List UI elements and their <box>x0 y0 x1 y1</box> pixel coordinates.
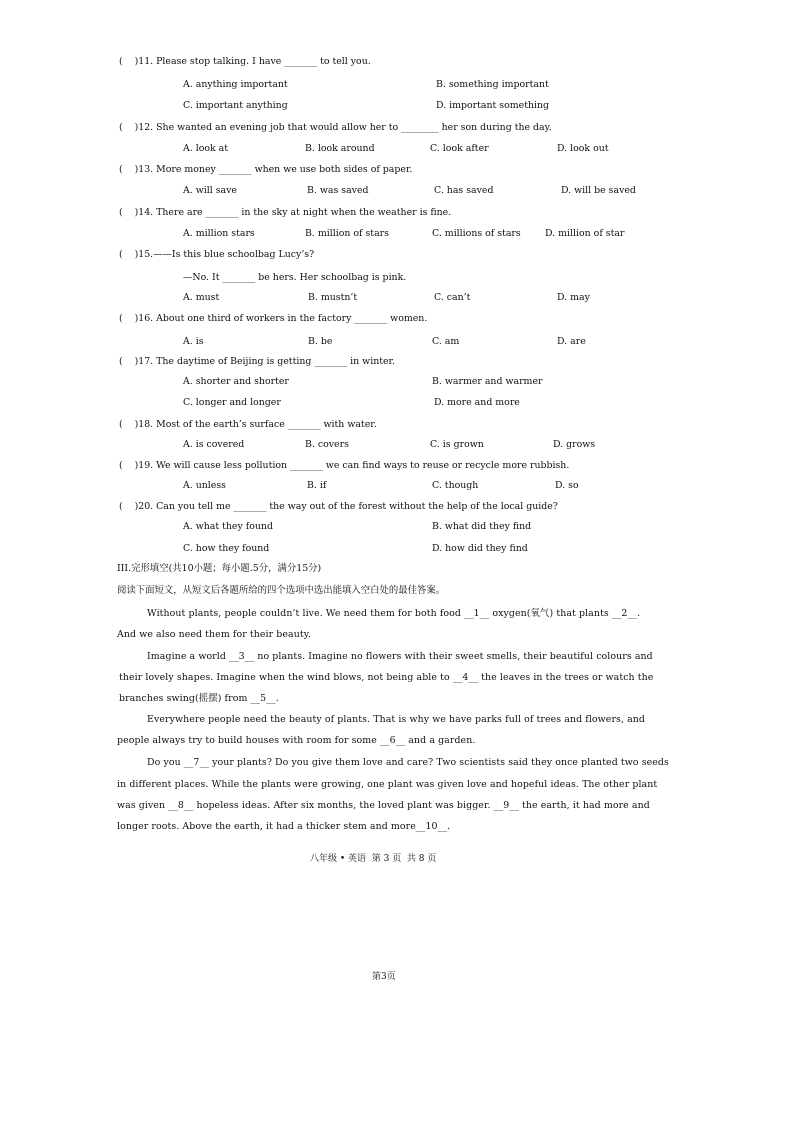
passage-line-4: their lovely shapes. Imagine when the wind blows, not being able to __4__ the leaves in the trees or watch the <box>119 672 654 683</box>
question-11-option-a: A. anything important <box>183 79 288 90</box>
question-19-option-a: A. unless <box>183 480 226 491</box>
question-20-option-a: A. what they found <box>183 521 273 532</box>
question-17-option-c: C. longer and longer <box>183 397 281 408</box>
question-13-option-d: D. will be saved <box>561 185 636 196</box>
question-19-option-c: C. though <box>432 480 479 491</box>
question-18-option-d: D. grows <box>553 439 596 450</box>
question-14-stem: ( )14. There are _______ in the sky at night when the weather is fine. <box>119 207 452 218</box>
passage-line-6: Everywhere people need the beauty of plants. That is why we have parks full of trees and flowers, and <box>147 714 646 725</box>
question-18-option-b: B. covers <box>305 439 349 450</box>
question-16-stem: ( )16. About one third of workers in the factory _______ women. <box>119 313 428 324</box>
question-16-option-d: D. are <box>557 336 586 347</box>
question-15-option-b: B. mustn’t <box>308 292 358 303</box>
question-15-stem: ( )15.——Is this blue schoolbag Lucy’s? <box>119 249 315 260</box>
section-instruction: 阅读下面短文，从短文后各题所给的四个选项中选出能填入空白处的最佳答案。 <box>117 585 446 596</box>
question-17-stem: ( )17. The daytime of Beijing is getting _______ in winter. <box>119 356 395 367</box>
question-15-option-c: C. can’t <box>434 292 471 303</box>
question-16-option-b: B. be <box>308 336 333 347</box>
question-17-option-a: A. shorter and shorter <box>183 376 289 387</box>
question-20-option-d: D. how did they find <box>432 543 528 554</box>
question-11-stem: ( )11. Please stop talking. I have _______ to tell you. <box>119 56 371 67</box>
question-18-option-c: C. is grown <box>430 439 484 450</box>
running-footer: 八年级 • 英语 第 3 页 共 8 页 <box>310 854 437 864</box>
passage-line-2: And we also need them for their beauty. <box>117 629 311 640</box>
question-12-stem: ( )12. She wanted an evening job that would allow her to ________ her son during the day. <box>119 122 552 133</box>
question-19-option-d: D. so <box>555 480 579 491</box>
section-title: III.完形填空(共10小题；每小题.5分，满分15分) <box>117 563 322 574</box>
passage-line-1: Without plants, people couldn’t live. We need them for both food __1__ oxygen(氧气) that plants __2__. <box>147 608 641 619</box>
question-19-option-b: B. if <box>307 480 327 491</box>
passage-line-10: was given __8__ hopeless ideas. After six months, the loved plant was bigger. __9__ the earth, it had more and <box>117 800 650 811</box>
question-13-stem: ( )13. More money _______ when we use both sides of paper. <box>119 164 413 175</box>
question-16-option-c: C. am <box>432 336 460 347</box>
passage-line-5: branches swing(摇摆) from __5__. <box>119 693 279 704</box>
question-15-option-a: A. must <box>183 292 220 303</box>
question-15-stem-reply: —No. It _______ be hers. Her schoolbag is pink. <box>183 272 407 283</box>
passage-line-3: Imagine a world __3__ no plants. Imagine no flowers with their sweet smells, their beautiful colours and <box>147 651 653 662</box>
question-20-option-b: B. what did they find <box>432 521 532 532</box>
question-18-option-a: A. is covered <box>183 439 245 450</box>
question-20-stem: ( )20. Can you tell me _______ the way out of the forest without the help of the local guide? <box>119 501 558 512</box>
question-12-option-a: A. look at <box>183 143 229 154</box>
question-15-option-d: D. may <box>557 292 590 303</box>
question-19-stem: ( )19. We will cause less pollution _______ we can find ways to reuse or recycle more rubbish. <box>119 460 570 471</box>
question-14-option-d: D. million of star <box>545 228 625 239</box>
passage-line-11: longer roots. Above the earth, it had a thicker stem and more__10__. <box>117 821 451 832</box>
question-14-option-a: A. million stars <box>183 228 255 239</box>
question-14-option-c: C. millions of stars <box>432 228 521 239</box>
question-11-option-b: B. something important <box>436 79 549 90</box>
question-12-option-c: C. look after <box>430 143 489 154</box>
question-13-option-b: B. was saved <box>307 185 369 196</box>
question-12-option-d: D. look out <box>557 143 609 154</box>
question-14-option-b: B. million of stars <box>305 228 389 239</box>
passage-line-9: in different places. While the plants were growing, one plant was given love and hopeful ideas. The other plant <box>117 779 658 790</box>
passage-line-7: people always try to build houses with room for some __6__ and a garden. <box>117 735 476 746</box>
question-16-option-a: A. is <box>183 336 204 347</box>
question-13-option-c: C. has saved <box>434 185 494 196</box>
question-18-stem: ( )18. Most of the earth’s surface _______ with water. <box>119 419 377 430</box>
question-11-option-d: D. important something <box>436 100 550 111</box>
question-13-option-a: A. will save <box>183 185 237 196</box>
question-12-option-b: B. look around <box>305 143 375 154</box>
question-20-option-c: C. how they found <box>183 543 270 554</box>
page-number: 第3页 <box>372 972 396 982</box>
question-11-option-c: C. important anything <box>183 100 288 111</box>
passage-line-8: Do you __7__ your plants? Do you give them love and care? Two scientists said they once planted two seeds <box>147 757 669 768</box>
question-17-option-b: B. warmer and warmer <box>432 376 543 387</box>
question-17-option-d: D. more and more <box>434 397 520 408</box>
